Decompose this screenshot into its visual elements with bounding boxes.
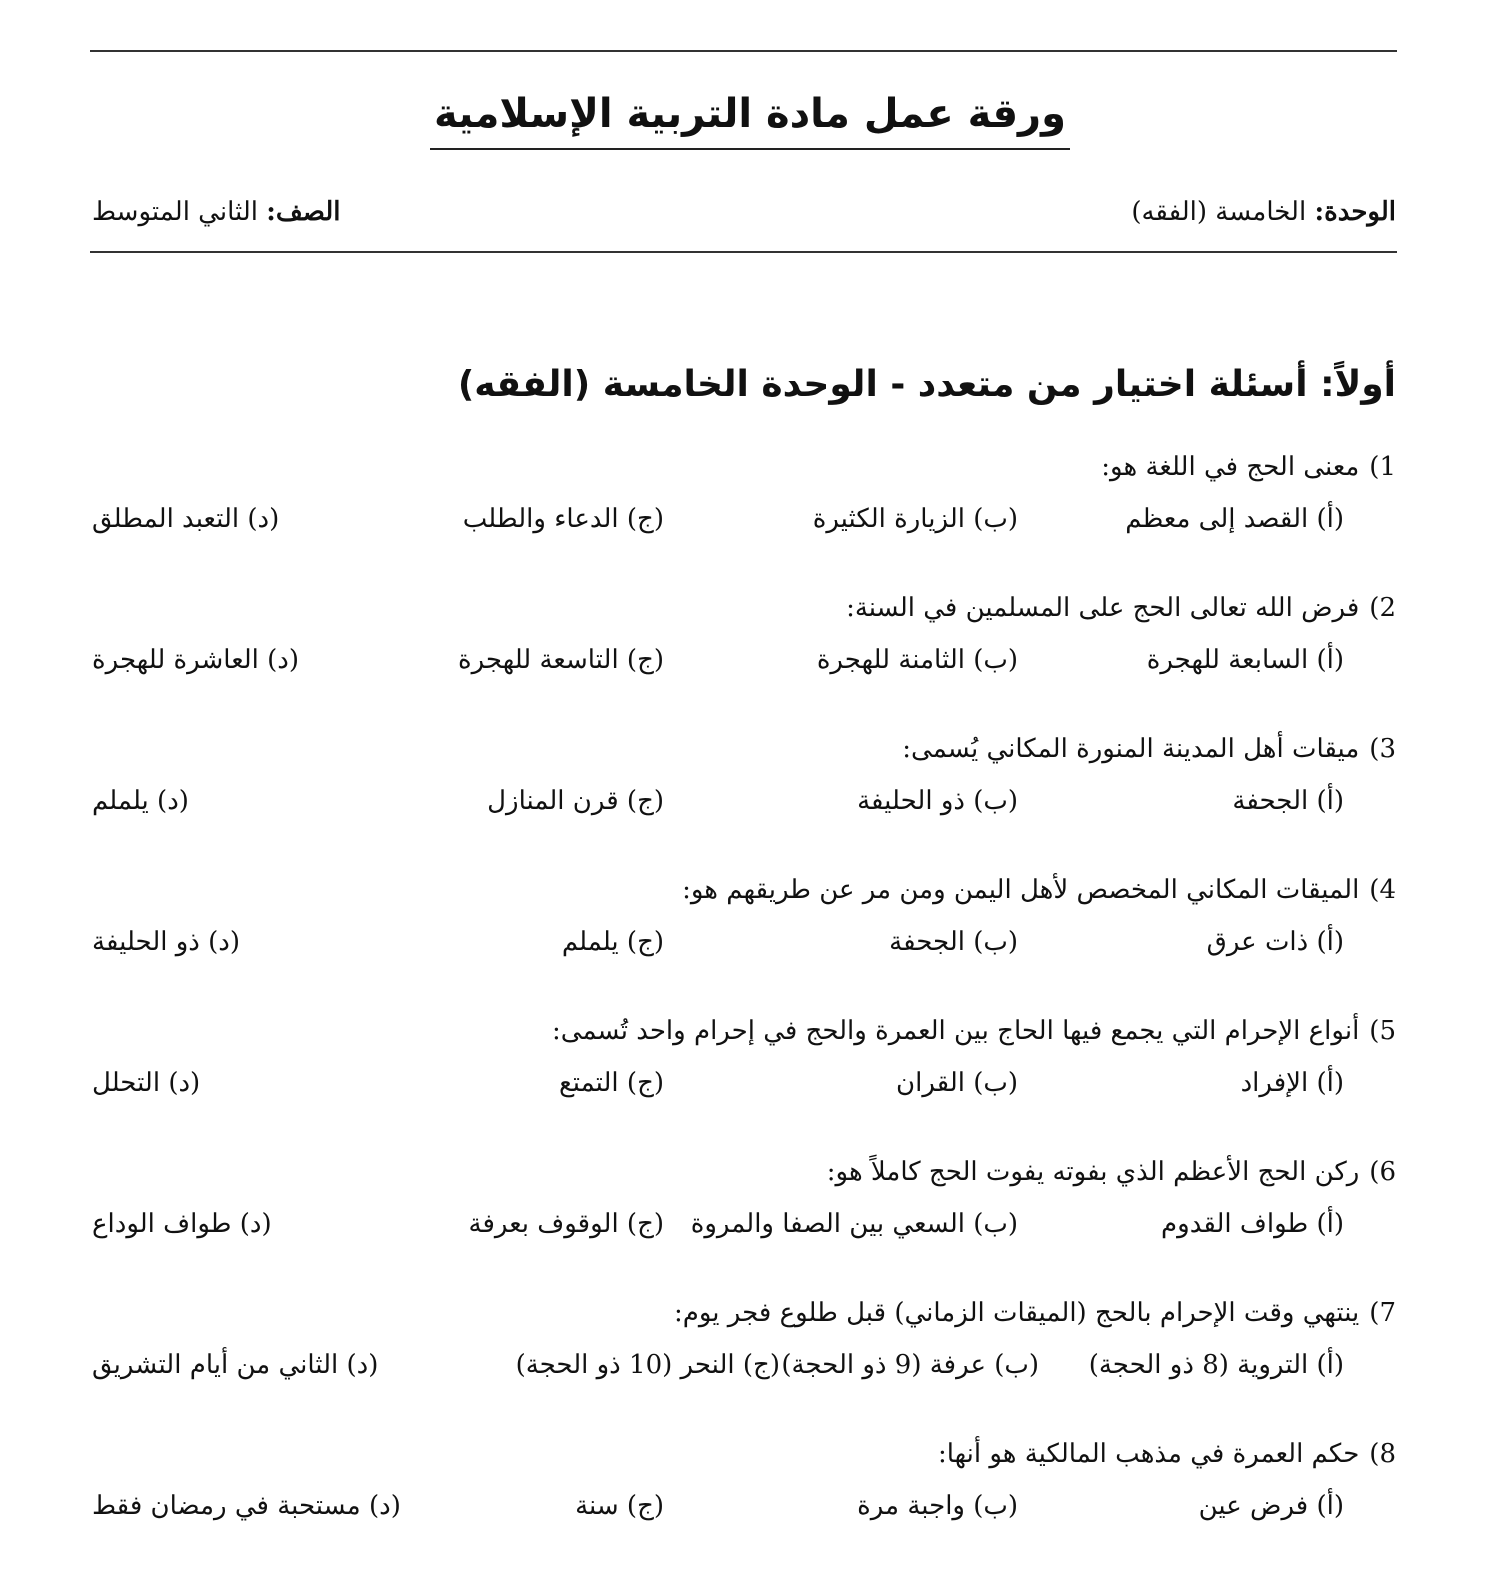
options-row	[92, 1341, 1344, 1389]
question-number: 8)	[1369, 1439, 1396, 1469]
question-list	[92, 445, 1396, 1573]
options-row	[92, 1059, 1344, 1107]
question-stem	[92, 445, 1396, 489]
options-row	[92, 1482, 1344, 1530]
page-title: ورقة عمل مادة التربية الإسلامية	[430, 86, 1070, 150]
option-d[interactable]: (د) ذو الحليفة	[92, 927, 241, 957]
option-c[interactable]: (ج) سنة	[575, 1491, 664, 1521]
question-4	[92, 868, 1396, 1009]
options-row	[92, 495, 1344, 543]
option-b[interactable]: (ب) عرفة (9 ذو الحجة)	[781, 1350, 1039, 1380]
question-text: فرض الله تعالى الحج على المسلمين في السنة:	[846, 593, 1360, 623]
option-c[interactable]: (ج) الدعاء والطلب	[462, 504, 664, 534]
question-text: الميقات المكاني المخصص لأهل اليمن ومن مر عن طريقهم هو:	[682, 875, 1360, 905]
option-c[interactable]: (ج) التاسعة للهجرة	[457, 645, 664, 675]
header-rule	[90, 251, 1397, 253]
option-c[interactable]: (ج) الوقوف بعرفة	[468, 1209, 664, 1239]
option-d[interactable]: (د) التحلل	[92, 1068, 201, 1098]
option-b[interactable]: (ب) السعي بين الصفا والمروة	[690, 1209, 1018, 1239]
option-c[interactable]: (ج) التمتع	[558, 1068, 664, 1098]
question-number: 5)	[1369, 1016, 1396, 1046]
question-number: 2)	[1369, 593, 1396, 623]
unit-label: الوحدة:	[1314, 197, 1396, 227]
question-7	[92, 1291, 1396, 1432]
question-stem	[92, 586, 1396, 630]
option-d[interactable]: (د) طواف الوداع	[92, 1209, 272, 1239]
option-d[interactable]: (د) يلملم	[92, 786, 189, 816]
option-a[interactable]: (أ) التروية (8 ذو الحجة)	[1088, 1350, 1344, 1380]
option-b[interactable]: (ب) الثامنة للهجرة	[816, 645, 1018, 675]
question-number: 6)	[1369, 1157, 1396, 1187]
title-block	[0, 86, 1500, 150]
option-a[interactable]: (أ) السابعة للهجرة	[1146, 645, 1344, 675]
question-3	[92, 727, 1396, 868]
option-d[interactable]: (د) مستحبة في رمضان فقط	[92, 1491, 401, 1521]
option-d[interactable]: (د) الثاني من أيام التشريق	[92, 1350, 379, 1380]
question-6	[92, 1150, 1396, 1291]
unit-value: الخامسة (الفقه)	[1131, 197, 1307, 227]
options-row	[92, 777, 1344, 825]
option-d[interactable]: (د) التعبد المطلق	[92, 504, 280, 534]
question-stem	[92, 1150, 1396, 1194]
option-a[interactable]: (أ) القصد إلى معظم	[1125, 504, 1344, 534]
option-b[interactable]: (ب) القران	[896, 1068, 1018, 1098]
question-stem	[92, 1432, 1396, 1476]
question-number: 3)	[1369, 734, 1396, 764]
option-a[interactable]: (أ) الجحفة	[1232, 786, 1344, 816]
question-2	[92, 586, 1396, 727]
question-text: ركن الحج الأعظم الذي بفوته يفوت الحج كاملاً هو:	[826, 1157, 1360, 1187]
option-b[interactable]: (ب) ذو الحليفة	[857, 786, 1018, 816]
option-b[interactable]: (ب) الزيارة الكثيرة	[812, 504, 1018, 534]
option-c[interactable]: (ج) يلملم	[561, 927, 664, 957]
question-text: معنى الحج في اللغة هو:	[1101, 452, 1360, 482]
question-stem	[92, 1009, 1396, 1053]
question-number: 4)	[1369, 875, 1396, 905]
option-a[interactable]: (أ) طواف القدوم	[1161, 1209, 1344, 1239]
option-c[interactable]: (ج) النحر (10 ذو الحجة)	[515, 1350, 780, 1380]
question-8	[92, 1432, 1396, 1573]
option-a[interactable]: (أ) فرض عين	[1198, 1491, 1344, 1521]
question-number: 7)	[1369, 1298, 1396, 1328]
grade-label: الصف:	[266, 197, 341, 227]
grade-info	[92, 192, 341, 232]
question-text: أنواع الإحرام التي يجمع فيها الحاج بين العمرة والحج في إحرام واحد تُسمى:	[552, 1016, 1360, 1046]
question-text: ميقات أهل المدينة المنورة المكاني يُسمى:	[902, 734, 1360, 764]
question-1	[92, 445, 1396, 586]
question-stem	[92, 1291, 1396, 1335]
options-row	[92, 636, 1344, 684]
question-stem	[92, 727, 1396, 771]
options-row	[92, 918, 1344, 966]
option-c[interactable]: (ج) قرن المنازل	[487, 786, 664, 816]
grade-value: الثاني المتوسط	[92, 197, 259, 227]
question-text: حكم العمرة في مذهب المالكية هو أنها:	[937, 1439, 1360, 1469]
option-a[interactable]: (أ) الإفراد	[1240, 1068, 1344, 1098]
question-stem	[92, 868, 1396, 912]
top-rule	[90, 50, 1397, 52]
question-number: 1)	[1369, 452, 1396, 482]
question-5	[92, 1009, 1396, 1150]
options-row	[92, 1200, 1344, 1248]
unit-info	[1131, 192, 1396, 232]
option-a[interactable]: (أ) ذات عرق	[1206, 927, 1344, 957]
option-b[interactable]: (ب) واجبة مرة	[857, 1491, 1018, 1521]
option-d[interactable]: (د) العاشرة للهجرة	[92, 645, 300, 675]
section-heading: أولاً: أسئلة اختيار من متعدد - الوحدة الخامسة (الفقه)	[457, 364, 1396, 405]
question-text: ينتهي وقت الإحرام بالحج (الميقات الزماني) قبل طلوع فجر يوم:	[673, 1298, 1360, 1328]
option-b[interactable]: (ب) الجحفة	[889, 927, 1018, 957]
